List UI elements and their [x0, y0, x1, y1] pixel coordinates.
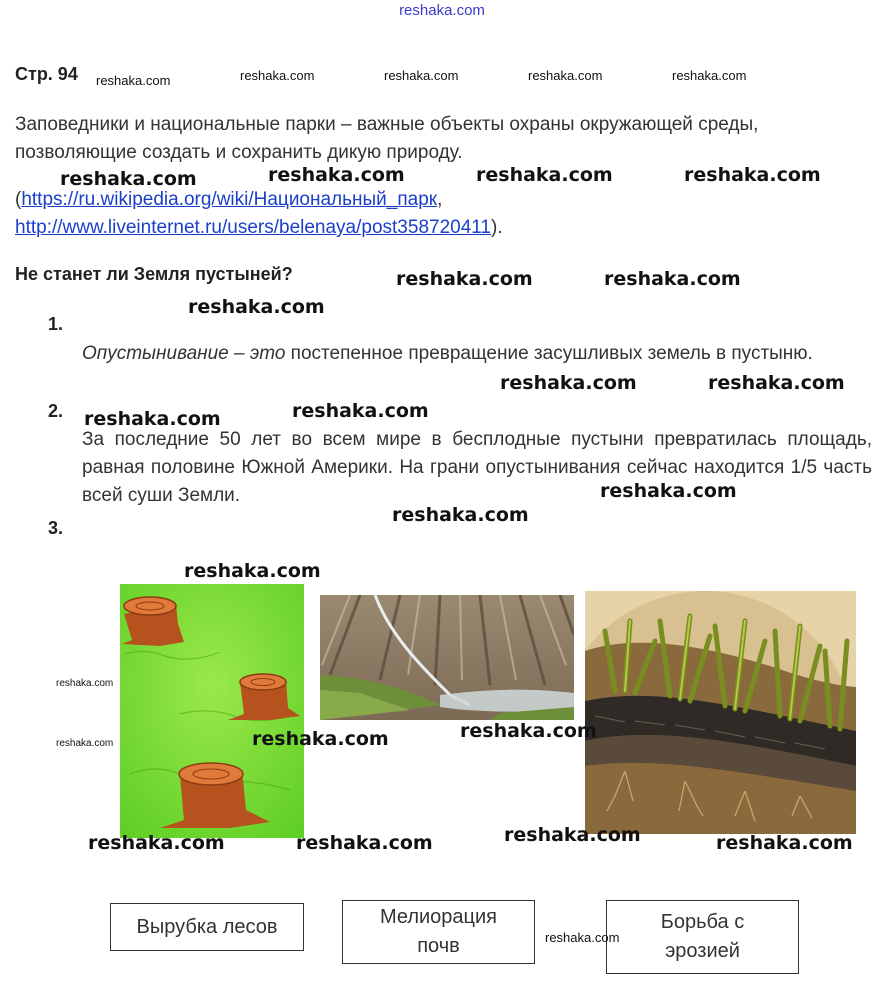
item-number-3: 3. — [48, 518, 64, 538]
watermark: reshaka.com — [504, 824, 641, 846]
watermark: reshaka.com — [716, 832, 853, 854]
watermark: reshaka.com — [88, 832, 225, 854]
term-desertification: Опустынивание — [82, 343, 229, 364]
watermark: reshaka.com — [60, 168, 197, 190]
watermark: reshaka.com — [96, 73, 171, 88]
watermark: reshaka.com — [188, 296, 325, 318]
comma: , — [437, 189, 443, 210]
stumps-image — [120, 584, 304, 838]
item-number-1: 1. — [48, 314, 64, 334]
open-paren: ( — [15, 189, 22, 210]
irrigation-field-image — [320, 595, 574, 720]
watermark: reshaka.com — [84, 408, 221, 430]
watermark: reshaka.com — [545, 930, 620, 945]
close-paren: ). — [491, 217, 503, 238]
item-number-2: 2. — [48, 401, 64, 421]
watermark: reshaka.com — [500, 372, 637, 394]
label-erosion-control: Борьба с эрозией — [606, 900, 799, 974]
watermark: reshaka.com — [292, 400, 429, 422]
liveinternet-link[interactable]: http://www.liveinternet.ru/users/belenaya/post358720411 — [15, 217, 492, 238]
intro-paragraph — [15, 111, 875, 167]
watermark: reshaka.com — [476, 164, 613, 186]
watermark: reshaka.com — [296, 832, 433, 854]
wikipedia-link[interactable]: https://ru.wikipedia.org/wiki/Национальный_парк — [21, 189, 438, 210]
watermark: reshaka.com — [672, 68, 747, 83]
watermark: reshaka.com — [184, 560, 321, 582]
intro-text: Заповедники и национальные парки – важные объекты охраны окружающей среды, позволяющие создать и сохранить дикую природу. — [15, 114, 759, 163]
watermark: reshaka.com — [240, 68, 315, 83]
watermark: reshaka.com — [56, 738, 114, 749]
links-line-2 — [15, 214, 503, 242]
label-melioration: Мелиорация почв — [342, 900, 535, 964]
label-deforestation: Вырубка лесов — [110, 903, 304, 951]
section-title: Не станет ли Земля пустыней? — [15, 264, 293, 284]
item-2-text: За последние 50 лет во всем мире в бесплодные пустыни превратилась площадь, равная половине Южной Америки. На грани опустынивания сейчас находится 1/5 часть всей суши Земли. — [82, 429, 872, 506]
watermark: reshaka.com — [268, 164, 405, 186]
watermark: reshaka.com — [392, 504, 529, 526]
page-title: Стр. 94 — [15, 64, 78, 84]
watermark: reshaka.com — [600, 480, 737, 502]
roots-soil-image — [585, 591, 856, 834]
watermark: reshaka.com — [604, 268, 741, 290]
watermark: reshaka.com — [252, 728, 389, 750]
header-watermark[interactable]: reshaka.com — [399, 2, 485, 19]
watermark: reshaka.com — [396, 268, 533, 290]
watermark: reshaka.com — [528, 68, 603, 83]
watermark: reshaka.com — [460, 720, 597, 742]
item-1-text: Опустынивание – это постепенное превращение засушливых земель в пустыню. — [82, 343, 813, 364]
watermark: reshaka.com — [684, 164, 821, 186]
links-line-1 — [15, 186, 442, 214]
watermark: reshaka.com — [708, 372, 845, 394]
watermark: reshaka.com — [384, 68, 459, 83]
watermark: reshaka.com — [56, 678, 114, 689]
